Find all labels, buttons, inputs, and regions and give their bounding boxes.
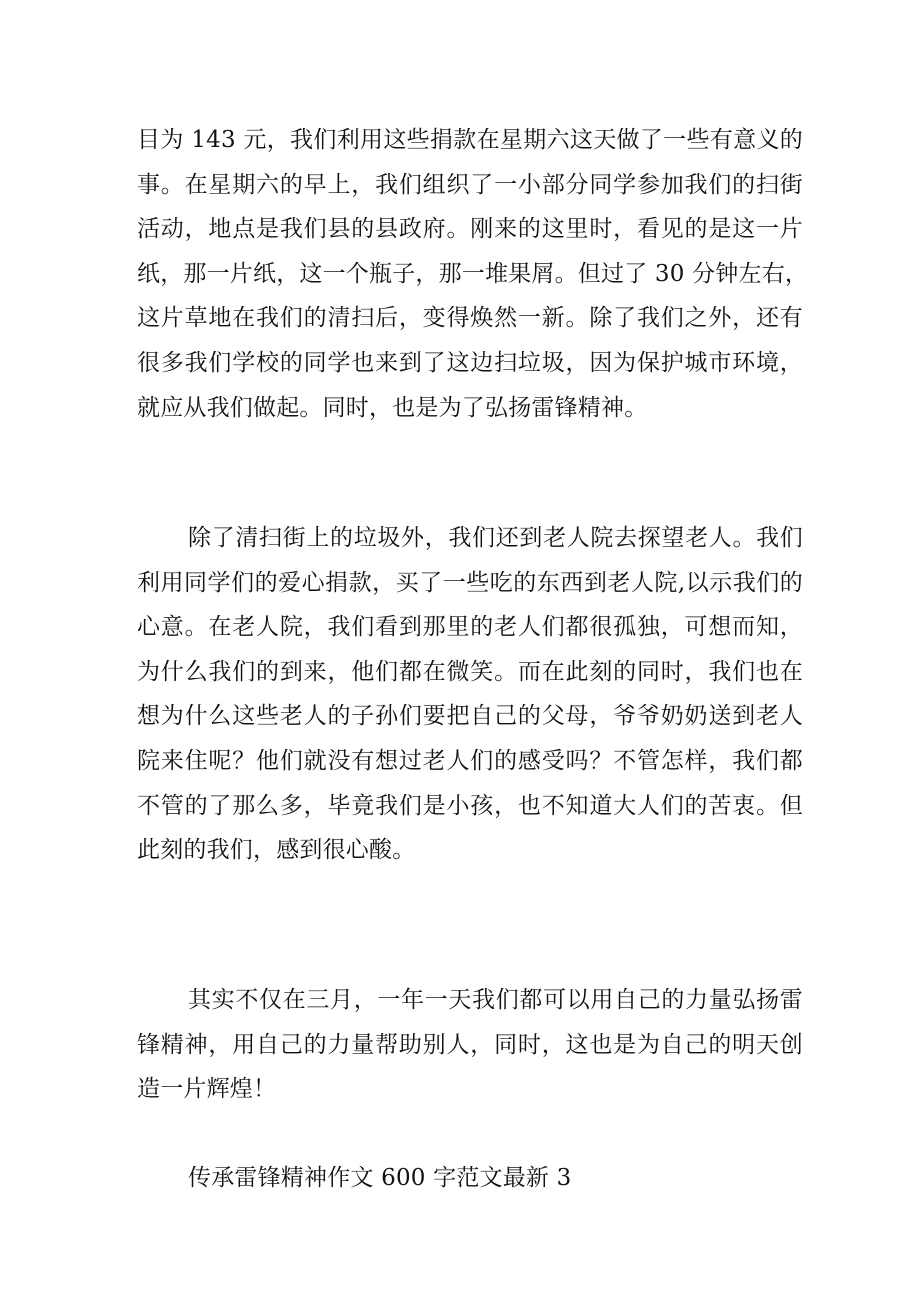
text-line: 活动，地点是我们县的县政府。刚来的这里时，看见的是这一片 bbox=[137, 216, 803, 243]
text-line: 不管的了那么多，毕竟我们是小孩，也不知道大人们的苦衷。但 bbox=[137, 792, 803, 819]
paragraph-2 bbox=[137, 516, 803, 873]
text-line: 目为 143 元，我们利用这些捐款在星期六这天做了一些有意义的 bbox=[137, 127, 803, 153]
text-line: 其实不仅在三月，一年一天我们都可以用自己的力量弘扬雷 bbox=[188, 987, 803, 1013]
text-line: 造一片辉煌！ bbox=[137, 1076, 277, 1103]
text-line: 除了清扫街上的垃圾外，我们还到老人院去探望老人。我们 bbox=[188, 525, 803, 551]
text-line: 为什么我们的到来，他们都在微笑。而在此刻的同时，我们也在 bbox=[137, 658, 803, 685]
text-line: 很多我们学校的同学也来到了这边扫垃圾，因为保护城市环境， bbox=[137, 349, 803, 376]
text-line: 事。在星期六的早上，我们组织了一小部分同学参加我们的扫街 bbox=[137, 171, 803, 198]
text-line: 想为什么这些老人的子孙们要把自己的父母，爷爷奶奶送到老人 bbox=[137, 703, 803, 730]
text-line: 就应从我们做起。同时，也是为了弘扬雷锋精神。 bbox=[137, 394, 648, 421]
paragraph-3 bbox=[137, 978, 803, 1112]
text-line: 这片草地在我们的清扫后，变得焕然一新。除了我们之外，还有 bbox=[137, 305, 803, 332]
section-heading bbox=[137, 1156, 803, 1201]
text-line: 利用同学们的爱心捐款，买了一些吃的东西到老人院,以示我们的 bbox=[137, 569, 803, 596]
text-line: 锋精神，用自己的力量帮助别人，同时，这也是为自己的明天创 bbox=[137, 1031, 803, 1058]
text-line: 纸，那一片纸，这一个瓶子，那一堆果屑。但过了 30 分钟左右， bbox=[137, 260, 809, 287]
paragraph-1 bbox=[137, 118, 809, 430]
text-line: 院来住呢？他们就没有想过老人们的感受吗？不管怎样，我们都 bbox=[137, 747, 803, 774]
heading-text: 传承雷锋精神作文 600 字范文最新 3 bbox=[188, 1165, 572, 1191]
text-line: 心意。在老人院，我们看到那里的老人们都很孤独，可想而知， bbox=[137, 614, 803, 641]
text-line: 此刻的我们，感到很心酸。 bbox=[137, 837, 416, 864]
